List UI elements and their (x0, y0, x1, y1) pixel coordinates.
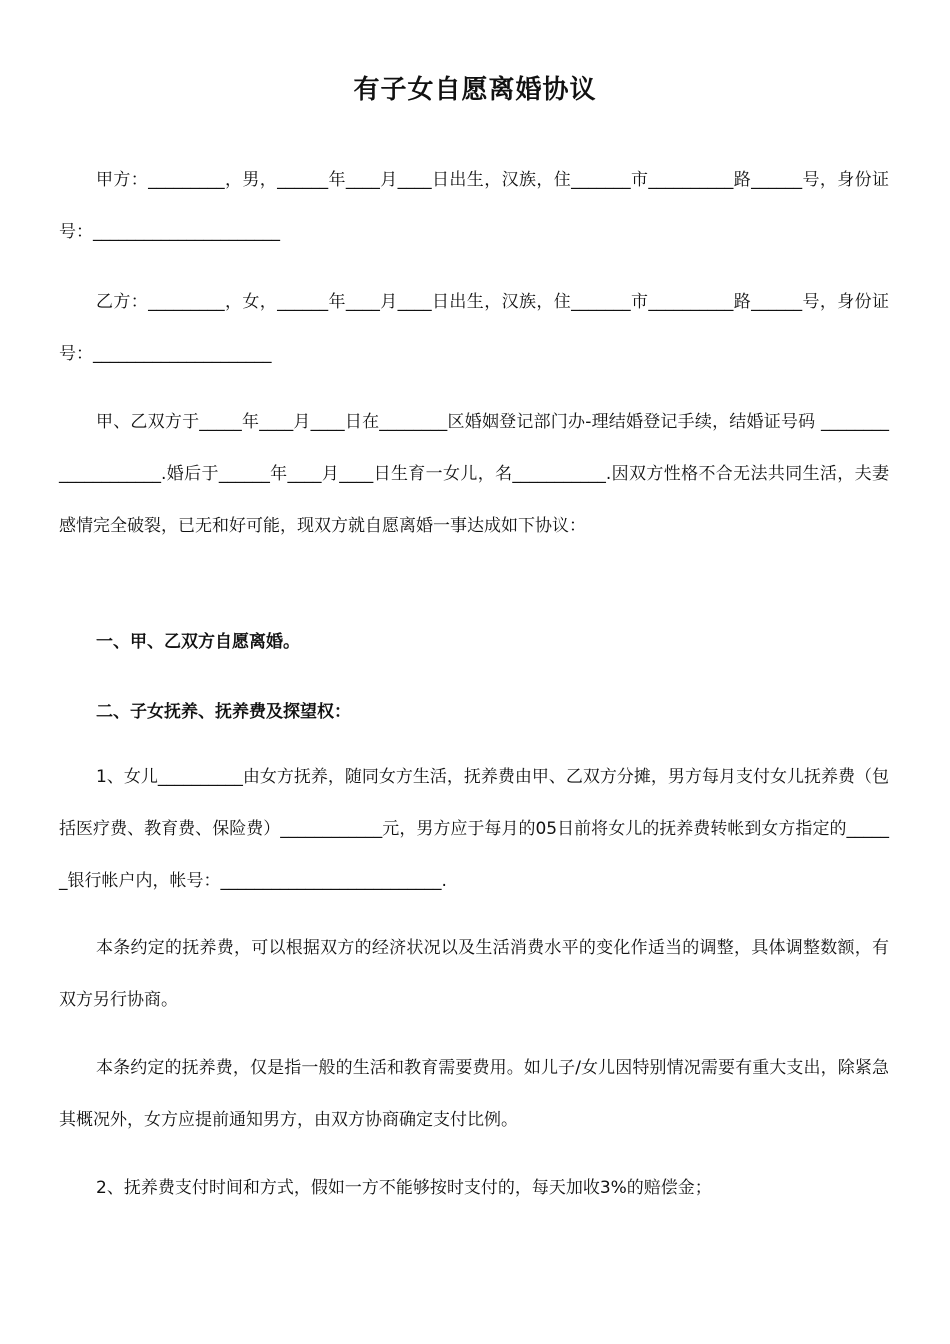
clause-2-2-paragraph: 2、抚养费支付时间和方式，假如一方不能够按时支付的，每天加收3%的赔偿金； (96, 1178, 712, 1198)
party-b-paragraph: 乙方：_________，女，______年____月____日出生，汉族，住_______市__________路______号，身份证号：_____________________ (59, 292, 889, 364)
section-2-heading: 二、子女抚养、抚养费及探望权： (96, 702, 351, 722)
section-1-heading: 一、甲、乙双方自愿离婚。 (96, 632, 300, 652)
clause-2-1-note-1: 本条约定的抚养费，可以根据双方的经济状况以及生活消费水平的变化作适当的调整，具体调整数额，有双方另行协商。 (59, 938, 889, 1010)
document-title: 有子女自愿离婚协议 (353, 75, 597, 105)
clause-2-1-note-2: 本条约定的抚养费，仅是指一般的生活和教育需要费用。如儿子/女儿因特别情况需要有重大支出，除紧急其概况外，女方应提前通知男方，由双方协商确定支付比例。 (59, 1058, 889, 1130)
clause-2-1-paragraph: 1、女儿__________由女方抚养，随同女方生活，抚养费由甲、乙双方分摊，男方每月支付女儿抚养费（包括医疗费、教育费、保险费）____________元，男方应于每月的05日前将女儿的抚养费转帐到女方指定的______银行帐户内，帐号：__________________________. (59, 767, 889, 891)
marriage-info-paragraph: 甲、乙双方于_____年____月____日在________区婚姻登记部门办-理结婚登记手续，结婚证号码 ____________________.婚后于______年____月____日生育一女儿，名___________.因双方性格不合无法共同生活，夫妻感情完全破裂，已无和好可能，现双方就自愿离婚一事达成如下协议： (59, 412, 889, 536)
party-a-paragraph: 甲方：_________，男，______年____月____日出生，汉族，住_______市__________路______号，身份证号：______________________ (59, 170, 889, 242)
